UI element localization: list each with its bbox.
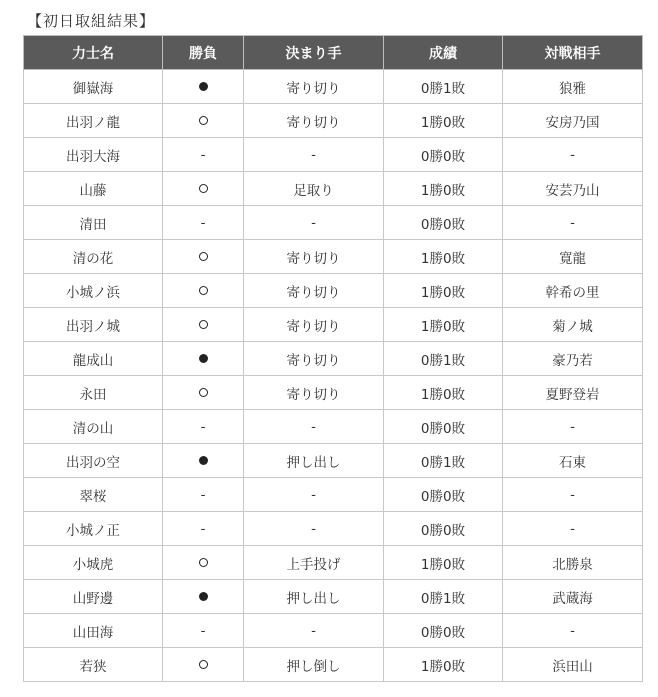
loss-mark-icon xyxy=(199,456,208,465)
table-row xyxy=(24,172,643,206)
opponent-cell: 寛龍 xyxy=(503,240,643,274)
record-cell: 1勝0敗 xyxy=(384,376,503,410)
win-mark-icon xyxy=(199,558,208,567)
kimarite-cell: 寄り切り xyxy=(244,376,384,410)
wrestler-name: 御嶽海 xyxy=(24,70,163,104)
table-row xyxy=(24,308,643,342)
table-row xyxy=(24,240,643,274)
opponent-cell: 武蔵海 xyxy=(503,580,643,614)
result-cell xyxy=(163,138,244,172)
record-cell: 1勝0敗 xyxy=(384,274,503,308)
kimarite-cell: - xyxy=(244,206,384,240)
opponent-cell: 石東 xyxy=(503,444,643,478)
result-cell xyxy=(163,546,244,580)
record-cell: 1勝0敗 xyxy=(384,648,503,682)
record-cell: 0勝1敗 xyxy=(384,342,503,376)
loss-mark-icon xyxy=(199,592,208,601)
opponent-cell: 豪乃若 xyxy=(503,342,643,376)
result-cell xyxy=(163,274,244,308)
no-result-mark: - xyxy=(200,418,206,435)
record-cell: 0勝0敗 xyxy=(384,614,503,648)
table-header-row xyxy=(24,36,643,70)
win-mark-icon xyxy=(199,116,208,125)
kimarite-cell: 寄り切り xyxy=(244,342,384,376)
record-cell: 0勝0敗 xyxy=(384,478,503,512)
table-row xyxy=(24,410,643,444)
column-header-kimarite: 決まり手 xyxy=(244,36,384,70)
table-row xyxy=(24,580,643,614)
table-row xyxy=(24,546,643,580)
wrestler-name: 出羽大海 xyxy=(24,138,163,172)
record-cell: 1勝0敗 xyxy=(384,104,503,138)
kimarite-cell: 押し倒し xyxy=(244,648,384,682)
column-header-record: 成績 xyxy=(384,36,503,70)
wrestler-name: 龍成山 xyxy=(24,342,163,376)
opponent-cell: - xyxy=(503,410,643,444)
result-cell xyxy=(163,580,244,614)
loss-mark-icon xyxy=(199,354,208,363)
kimarite-cell: - xyxy=(244,478,384,512)
kimarite-cell: 押し出し xyxy=(244,444,384,478)
result-cell xyxy=(163,410,244,444)
opponent-cell: 幹希の里 xyxy=(503,274,643,308)
kimarite-cell: 寄り切り xyxy=(244,70,384,104)
result-cell xyxy=(163,240,244,274)
result-cell xyxy=(163,308,244,342)
wrestler-name: 清の山 xyxy=(24,410,163,444)
result-cell xyxy=(163,206,244,240)
opponent-cell: 安房乃国 xyxy=(503,104,643,138)
record-cell: 0勝0敗 xyxy=(384,138,503,172)
kimarite-cell: 寄り切り xyxy=(244,274,384,308)
table-row xyxy=(24,342,643,376)
table-row xyxy=(24,376,643,410)
record-cell: 1勝0敗 xyxy=(384,240,503,274)
record-cell: 1勝0敗 xyxy=(384,308,503,342)
no-result-mark: - xyxy=(200,214,206,231)
opponent-cell: 菊ノ城 xyxy=(503,308,643,342)
opponent-cell: - xyxy=(503,614,643,648)
wrestler-name: 山田海 xyxy=(24,614,163,648)
wrestler-name: 山野邊 xyxy=(24,580,163,614)
wrestler-name: 出羽の空 xyxy=(24,444,163,478)
table-row xyxy=(24,274,643,308)
no-result-mark: - xyxy=(200,486,206,503)
result-cell xyxy=(163,342,244,376)
column-header-result: 勝負 xyxy=(163,36,244,70)
opponent-cell: - xyxy=(503,138,643,172)
wrestler-name: 出羽ノ城 xyxy=(24,308,163,342)
wrestler-name: 小城ノ浜 xyxy=(24,274,163,308)
table-row xyxy=(24,614,643,648)
opponent-cell: - xyxy=(503,206,643,240)
record-cell: 1勝0敗 xyxy=(384,546,503,580)
kimarite-cell: 寄り切り xyxy=(244,240,384,274)
win-mark-icon xyxy=(199,252,208,261)
column-header-name: 力士名 xyxy=(24,36,163,70)
kimarite-cell: - xyxy=(244,138,384,172)
opponent-cell: 北勝泉 xyxy=(503,546,643,580)
opponent-cell: 安芸乃山 xyxy=(503,172,643,206)
wrestler-name: 清の花 xyxy=(24,240,163,274)
result-cell xyxy=(163,172,244,206)
record-cell: 0勝0敗 xyxy=(384,512,503,546)
opponent-cell: - xyxy=(503,512,643,546)
no-result-mark: - xyxy=(200,146,206,163)
result-cell xyxy=(163,614,244,648)
opponent-cell: 夏野登岩 xyxy=(503,376,643,410)
table-row xyxy=(24,444,643,478)
kimarite-cell: 寄り切り xyxy=(244,104,384,138)
kimarite-cell: 足取り xyxy=(244,172,384,206)
result-cell xyxy=(163,104,244,138)
record-cell: 0勝1敗 xyxy=(384,444,503,478)
table-row xyxy=(24,512,643,546)
table-row xyxy=(24,206,643,240)
win-mark-icon xyxy=(199,660,208,669)
result-cell xyxy=(163,70,244,104)
column-header-opponent: 対戦相手 xyxy=(503,36,643,70)
record-cell: 0勝1敗 xyxy=(384,70,503,104)
opponent-cell: - xyxy=(503,478,643,512)
loss-mark-icon xyxy=(199,82,208,91)
wrestler-name: 清田 xyxy=(24,206,163,240)
kimarite-cell: - xyxy=(244,614,384,648)
wrestler-name: 永田 xyxy=(24,376,163,410)
record-cell: 1勝0敗 xyxy=(384,172,503,206)
results-table xyxy=(23,35,643,682)
table-row xyxy=(24,648,643,682)
kimarite-cell: 押し出し xyxy=(244,580,384,614)
table-row xyxy=(24,138,643,172)
kimarite-cell: - xyxy=(244,410,384,444)
kimarite-cell: - xyxy=(244,512,384,546)
win-mark-icon xyxy=(199,184,208,193)
record-cell: 0勝0敗 xyxy=(384,206,503,240)
result-cell xyxy=(163,512,244,546)
table-body xyxy=(24,70,643,682)
table-row xyxy=(24,478,643,512)
wrestler-name: 山藤 xyxy=(24,172,163,206)
result-cell xyxy=(163,648,244,682)
page-title: 【初日取組結果】 xyxy=(27,12,156,30)
wrestler-name: 出羽ノ龍 xyxy=(24,104,163,138)
record-cell: 0勝1敗 xyxy=(384,580,503,614)
opponent-cell: 浜田山 xyxy=(503,648,643,682)
wrestler-name: 小城ノ正 xyxy=(24,512,163,546)
result-cell xyxy=(163,444,244,478)
kimarite-cell: 寄り切り xyxy=(244,308,384,342)
wrestler-name: 翠桜 xyxy=(24,478,163,512)
no-result-mark: - xyxy=(200,622,206,639)
result-cell xyxy=(163,376,244,410)
win-mark-icon xyxy=(199,388,208,397)
win-mark-icon xyxy=(199,286,208,295)
table-row xyxy=(24,104,643,138)
wrestler-name: 若狭 xyxy=(24,648,163,682)
table-row xyxy=(24,70,643,104)
win-mark-icon xyxy=(199,320,208,329)
kimarite-cell: 上手投げ xyxy=(244,546,384,580)
record-cell: 0勝0敗 xyxy=(384,410,503,444)
wrestler-name: 小城虎 xyxy=(24,546,163,580)
opponent-cell: 狼雅 xyxy=(503,70,643,104)
no-result-mark: - xyxy=(200,520,206,537)
result-cell xyxy=(163,478,244,512)
